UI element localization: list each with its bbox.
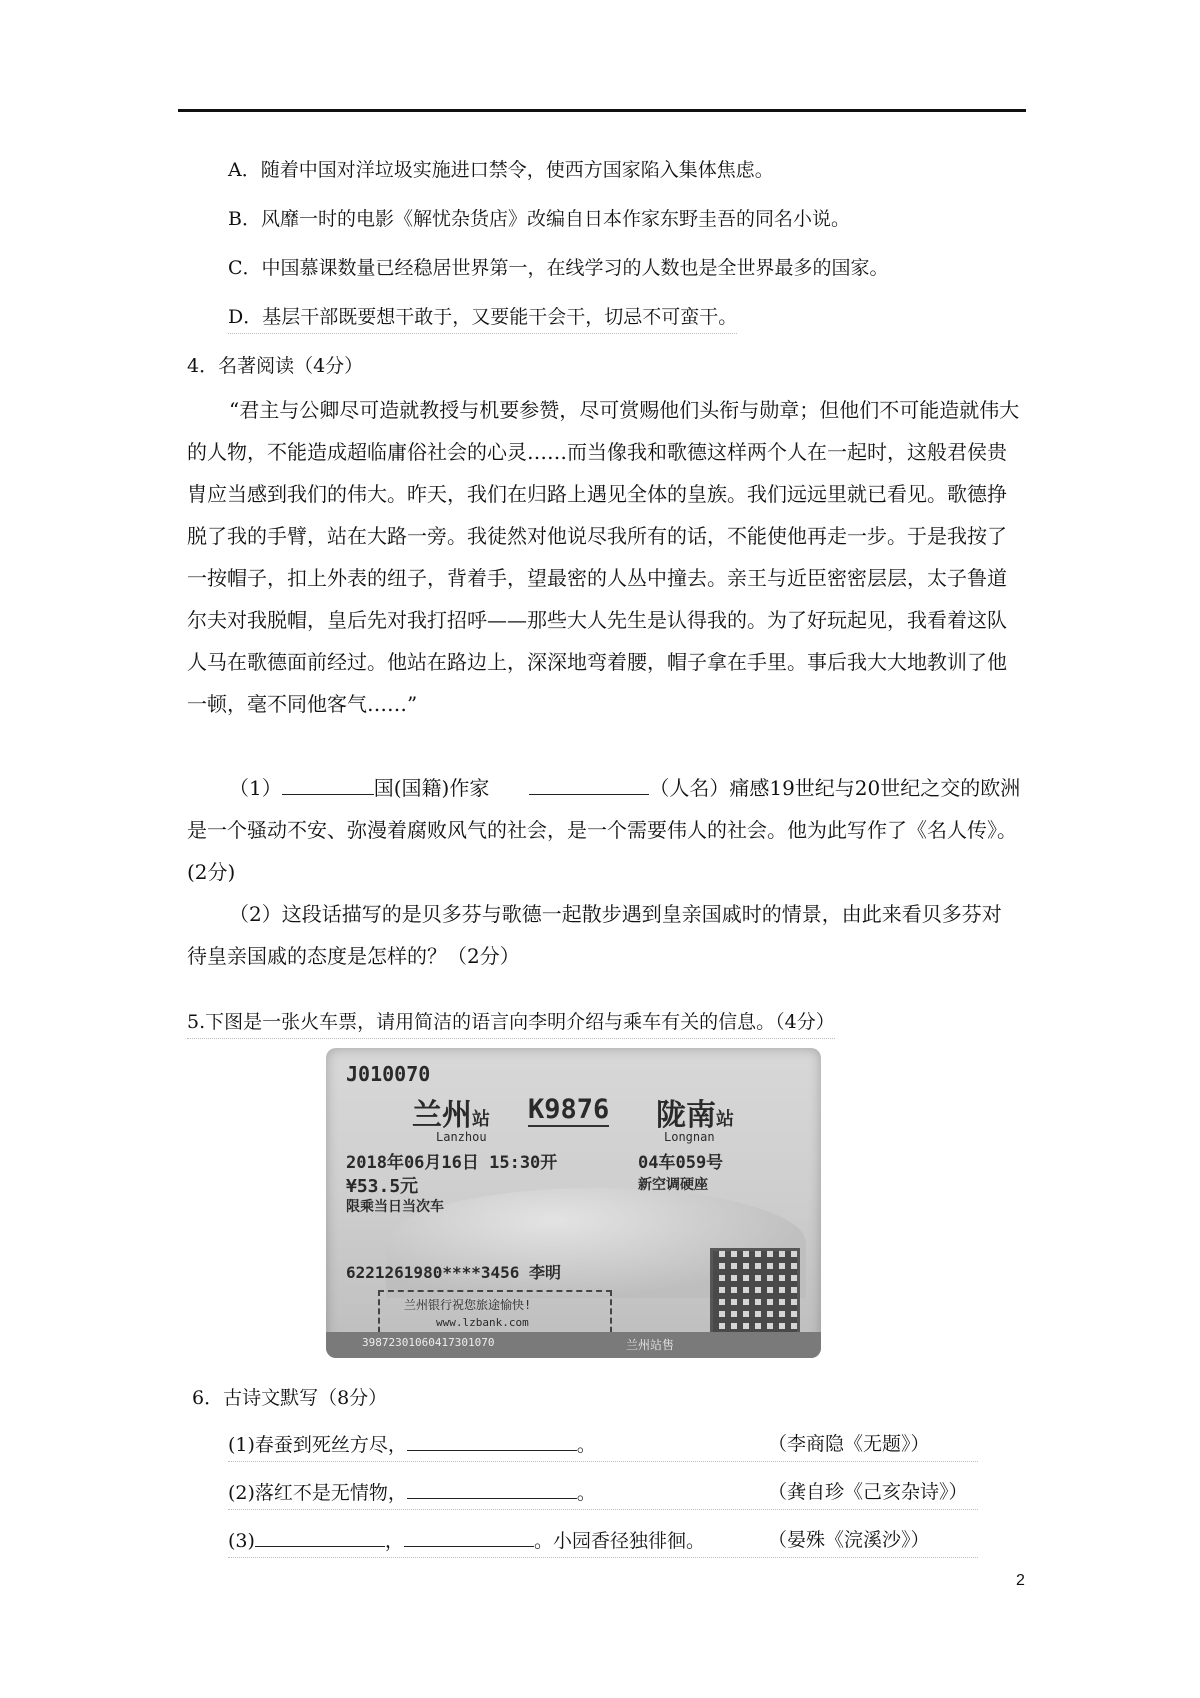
train-ticket-image [326, 1048, 821, 1358]
ticket-train-number: K9876 [528, 1094, 610, 1125]
q6-line-1-after: 。 [576, 1434, 596, 1456]
q6-line-3-mid: ， [384, 1530, 404, 1552]
q4-sub1-rest: （人名）痛感19世纪与20世纪之交的欧洲是一个骚动不安、弥漫着腐败风气的社会，是一个需要伟人的社会。他为此写作了《名人传》。(2分) [187, 776, 1021, 884]
q6-line-1-blank[interactable] [407, 1432, 577, 1451]
header-rule [178, 109, 1026, 112]
q6-line-1-source: （李商隐《无题》） [768, 1433, 930, 1455]
nationality-blank[interactable] [282, 776, 374, 795]
q6-line-2-after: 。 [576, 1482, 596, 1504]
q6-line-3-before: (3) [228, 1530, 255, 1552]
q6-line-1 [228, 1432, 978, 1462]
ticket-to-pinyin: Longnan [664, 1130, 715, 1144]
ticket-id-name: 6221261980****3456 李明 [346, 1263, 562, 1282]
from-station-suffix: 站 [472, 1109, 490, 1130]
q6-line-2-source: （龚自珍《己亥杂诗》） [768, 1481, 968, 1503]
ticket-ad-line1: 兰州银行祝您旅途愉快! [404, 1298, 532, 1312]
q3-option-b: B．风靡一时的电影《解忧杂货店》改编自日本作家东野圭吾的同名小说。 [228, 208, 850, 230]
q6-line-3 [228, 1528, 978, 1558]
q6-line-3-blank-1[interactable] [255, 1528, 385, 1547]
q6-line-3-after: 。小园香径独徘徊。 [533, 1530, 705, 1552]
ticket-seat: 04车059号 [638, 1153, 724, 1173]
q4-title: 4．名著阅读（4分） [187, 355, 364, 377]
q4-sub1-prefix: （1） [229, 776, 282, 800]
from-station-name: 兰州 [412, 1098, 472, 1133]
q4-sub2: （2）这段话描写的是贝多芬与歌德一起散步遇到皇亲国戚时的情景，由此来看贝多芬对待皇亲国戚的态度是怎样的？（2分） [187, 902, 1002, 968]
author-name-blank[interactable] [529, 776, 649, 795]
ticket-validity: 限乘当日当次车 [346, 1199, 444, 1215]
ticket-sell-station: 兰州站售 [626, 1338, 675, 1352]
q5-title: 5.下图是一张火车票，请用简洁的语言向李明介绍与乘车有关的信息。（4分） [187, 1010, 835, 1039]
ticket-id: J010070 [346, 1062, 431, 1086]
q4-sub1 [187, 767, 1021, 893]
q6-line-3-blank-2[interactable] [404, 1528, 534, 1547]
q4-sub1-mid: 国(国籍)作家 [373, 776, 490, 800]
ticket-from-pinyin: Lanzhou [436, 1130, 487, 1144]
page-number: 2 [1016, 1572, 1025, 1589]
q6-line-1-before: (1)春蚕到死丝方尽， [228, 1434, 407, 1456]
ticket-serial: 39872301060417301070 [362, 1336, 495, 1349]
to-station-suffix: 站 [716, 1109, 734, 1130]
q6-line-3-source: （晏殊《浣溪沙》） [768, 1529, 930, 1551]
q3-option-a: A．随着中国对洋垃圾实施进口禁令，使西方国家陷入集体焦虑。 [228, 159, 774, 181]
ticket-ad-line2: www.lzbank.com [436, 1316, 529, 1329]
q6-line-2-blank[interactable] [407, 1480, 577, 1499]
ticket-price: ¥53.5元 [346, 1176, 419, 1197]
q6-title: 6．古诗文默写（8分） [192, 1387, 388, 1409]
qr-code-icon [710, 1248, 800, 1338]
q6-line-2 [228, 1480, 978, 1510]
ticket-from-station [412, 1090, 490, 1134]
ticket-datetime: 2018年06月16日 15:30开 [346, 1153, 558, 1173]
q6-line-2-before: (2)落红不是无情物， [228, 1482, 407, 1504]
q3-option-c: C．中国慕课数量已经稳居世界第一，在线学习的人数也是全世界最多的国家。 [228, 257, 889, 279]
to-station-name: 陇南 [656, 1098, 716, 1133]
ticket-to-station [656, 1090, 734, 1134]
q3-option-d: D．基层干部既要想干敢于，又要能干会干，切忌不可蛮干。 [228, 305, 737, 334]
ticket-seat-type: 新空调硬座 [638, 1177, 708, 1193]
q4-passage: “君主与公卿尽可造就教授与机要参赞，尽可赏赐他们头衔与勋章；但他们不可能造就伟大的人物，不能造成超临庸俗社会的心灵……而当像我和歌德这样两个人在一起时，这般君侯贵胄应当感到我们的伟大。昨天，我们在归路上遇见全体的皇族。我们远远里就已看见。歌德挣脱了我的手臂，站在大路一旁。我徒然对他说尽我所有的话，不能使他再走一步。于是我按了一按帽子，扣上外表的纽子，背着手，望最密的人丛中撞去。亲王与近臣密密层层，太子鲁道尔夫对我脱帽，皇后先对我打招呼——那些大人先生是认得我的。为了好玩起见，我看着这队人马在歌德面前经过。他站在路边上，深深地弯着腰，帽子拿在手里。事后我大大地教训了他一顿，毫不同他客气……” [187, 398, 1020, 716]
